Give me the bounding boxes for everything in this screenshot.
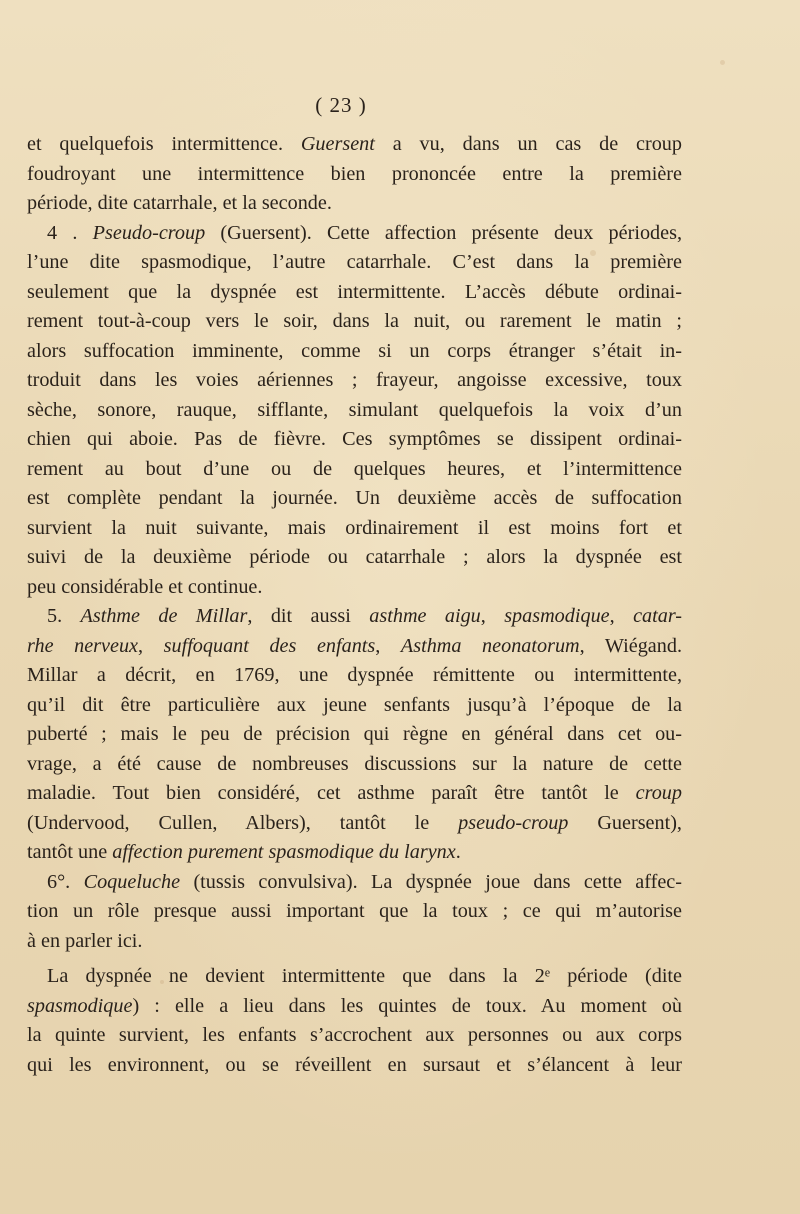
- text-line: La dyspnée ne devient intermittente que dans la 2ᵉ période (dite: [47, 965, 682, 987]
- text-line: (Undervood, Cullen, Albers), tantôt le pseudo-croup Guersent),: [27, 811, 682, 834]
- text-line: 5. Asthme de Millar, dit aussi asthme aigu, spasmodique, catar-: [47, 605, 683, 627]
- text-line: maladie. Tout bien considéré, cet asthme paraît être tantôt le croup: [27, 782, 682, 804]
- text-line: foudroyant une intermittence bien prononcée entre la première: [27, 162, 682, 185]
- text-line: suivi de la deuxième période ou catarrhale ; alors la dyspnée est: [27, 546, 682, 568]
- text-line: tion un rôle presque aussi important que la toux ; ce qui m’autorise: [27, 900, 682, 922]
- text-line: Millar a décrit, en 1769, une dyspnée rémittente ou intermittente,: [27, 664, 682, 686]
- text-line: l’une dite spasmodique, l’autre catarrhale. C’est dans la première: [27, 251, 682, 273]
- foxing-spot: [720, 60, 725, 65]
- text-line: rement tout-à-coup vers le soir, dans la nuit, ou rarement le matin ;: [27, 310, 682, 332]
- text-line: est complète pendant la journée. Un deuxième accès de suffocation: [27, 487, 682, 509]
- page-number: ( 23 ): [315, 93, 367, 117]
- text-line: à en parler ici.: [27, 929, 143, 952]
- text-line: rhe nerveux, suffoquant des enfants, Asthma neonatorum, Wiégand.: [27, 634, 682, 657]
- text-line: puberté ; mais le peu de précision qui règne en général dans cet ou-: [27, 723, 682, 745]
- text-line: seulement que la dyspnée est intermittente. L’accès débute ordinai-: [27, 280, 682, 303]
- text-line: tantôt une affection purement spasmodique du larynx.: [27, 841, 461, 863]
- text-line: 6°. Coqueluche (tussis convulsiva). La dyspnée joue dans cette affec-: [47, 870, 682, 893]
- text-line: chien qui aboie. Pas de fièvre. Ces symptômes se dissipent ordinai-: [27, 428, 682, 450]
- text-line: alors suffocation imminente, comme si un corps étranger s’était in-: [27, 339, 682, 362]
- body-text: [27, 130, 682, 1080]
- text-line: vrage, a été cause de nombreuses discussions sur la nature de cette: [27, 752, 682, 775]
- text-line: peu considérable et continue.: [27, 575, 263, 598]
- text-line: qu’il dit être particulière aux jeune senfants jusqu’à l’époque de la: [27, 693, 682, 716]
- text-line: troduit dans les voies aériennes ; frayeur, angoisse excessive, toux: [27, 369, 682, 391]
- text-line: et quelquefois intermittence. Guersent a vu, dans un cas de croup: [27, 133, 682, 155]
- text-line: survient la nuit suivante, mais ordinairement il est moins fort et: [27, 516, 682, 539]
- text-line: rement au bout d’une ou de quelques heures, et l’intermittence: [27, 457, 682, 480]
- text-line: sèche, sonore, rauque, sifflante, simulant quelquefois la voix d’un: [27, 398, 682, 421]
- text-line: spasmodique) : elle a lieu dans les quintes de toux. Au moment où: [27, 994, 682, 1017]
- text-line: la quinte survient, les enfants s’accrochent aux personnes ou aux corps: [27, 1024, 682, 1046]
- text-line: période, dite catarrhale, et la seconde.: [27, 192, 332, 214]
- text-line: 4 . Pseudo-croup (Guersent). Cette affection présente deux périodes,: [47, 221, 682, 244]
- text-line: qui les environnent, ou se réveillent en sursaut et s’élancent à leur: [27, 1053, 682, 1076]
